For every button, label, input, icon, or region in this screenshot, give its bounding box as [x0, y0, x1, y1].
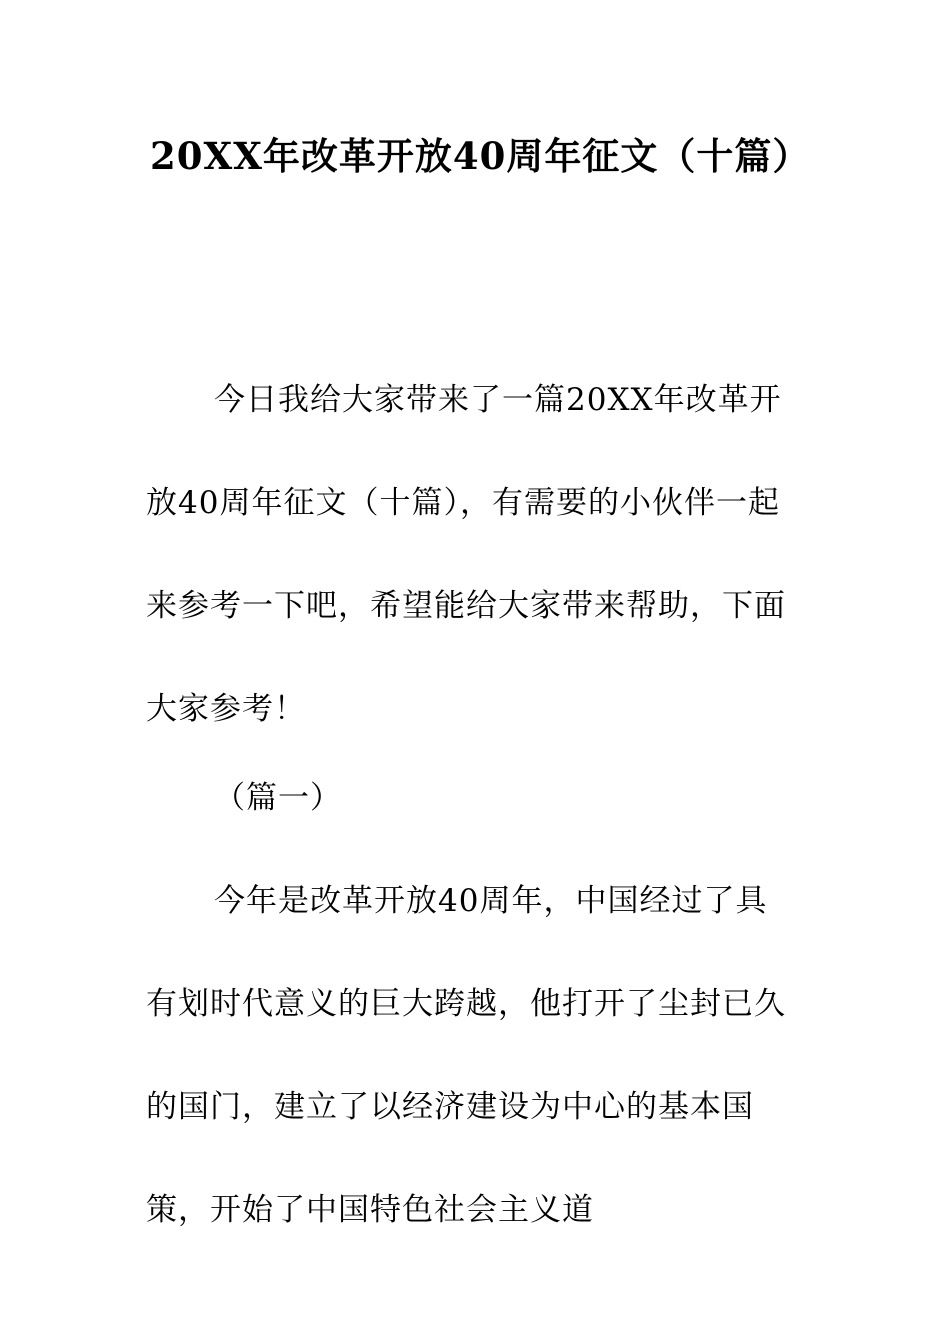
intro-paragraph: 今日我给大家带来了一篇20XX年改革开放40周年征文（十篇），有需要的小伙伴一起来参考一下吧，希望能给大家带来帮助，下面大家参考！: [146, 382, 786, 727]
document-title: 20XX年改革开放40周年征文（十篇）: [150, 134, 811, 178]
section-paragraph: 今年是改革开放40周年，中国经过了具有划时代意义的巨大跨越，他打开了尘封已久的国门，建立了以经济建设为中心的基本国策，开始了中国特色社会主义道: [146, 883, 786, 1228]
section-label: （篇一）: [214, 780, 342, 816]
